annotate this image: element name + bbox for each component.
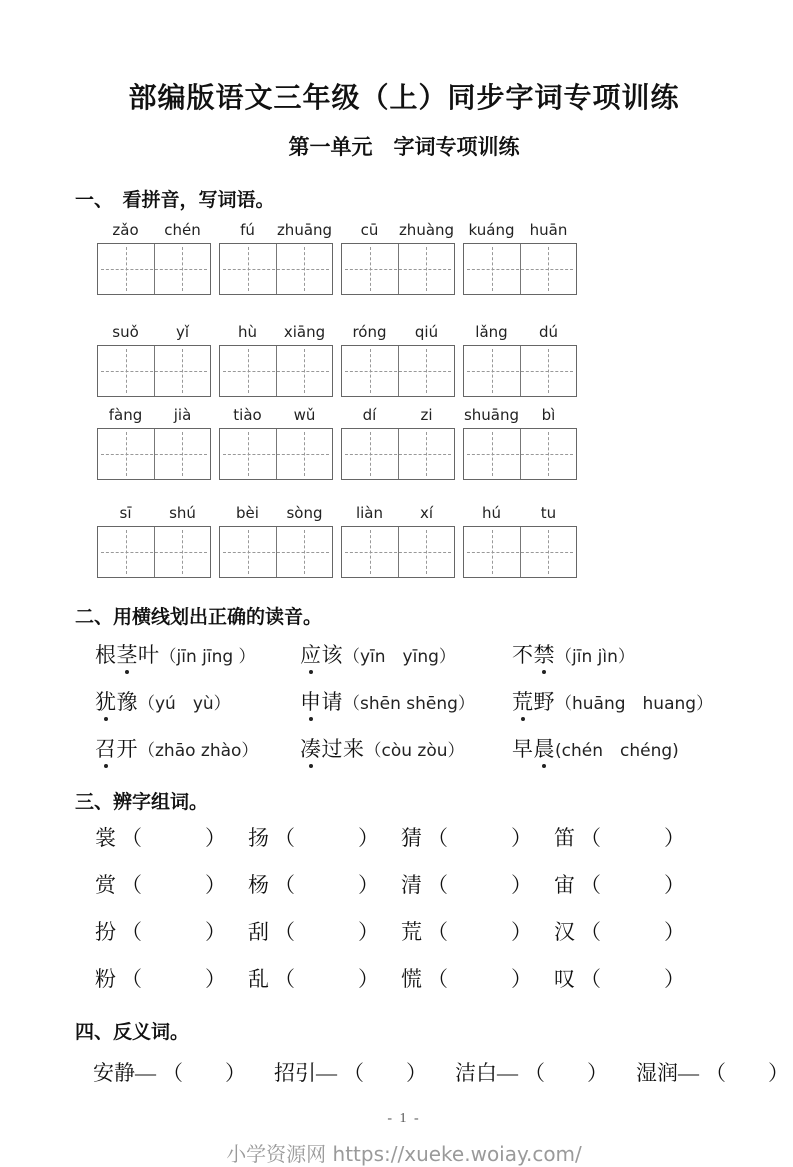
pinyin-label (97, 504, 211, 525)
pronunciation-choices[interactable]: （huāng huang） (555, 694, 714, 714)
grid-cell (220, 244, 277, 294)
antonym-item: 湿润— （ ） (636, 1061, 789, 1085)
grid-cell (521, 527, 577, 577)
pinyin-syllable: zi (420, 406, 433, 424)
grid-cell (399, 527, 455, 577)
pinyin-syllable: shú (169, 504, 196, 522)
pinyin-syllable: dí (362, 406, 377, 424)
pinyin-syllable: xiāng (283, 323, 326, 341)
pinyin-label (219, 323, 333, 344)
writing-grid-box[interactable] (97, 345, 211, 397)
pinyin-label (219, 406, 333, 427)
grid-cell (98, 244, 155, 294)
pinyin-syllable: sī (119, 504, 132, 522)
writing-grid-box[interactable] (97, 428, 211, 480)
pinyin-label (341, 406, 455, 427)
pinyin-syllable: fú (240, 221, 255, 239)
grid-cell (464, 244, 521, 294)
pronunciation-choices[interactable]: （jīn jìn） (555, 647, 635, 667)
writing-grid-box[interactable] (219, 428, 333, 480)
answer-blank[interactable]: （ ） (274, 920, 379, 944)
pronunciation-item: 犹豫（yú yù） (95, 686, 300, 716)
grid-cell (277, 346, 333, 396)
pinyin-label (341, 323, 455, 344)
pinyin-label (463, 406, 577, 427)
pinyin-label (463, 504, 577, 525)
answer-blank[interactable]: （ ） (121, 920, 226, 944)
antonym-item: 招引— （ ） (274, 1061, 427, 1085)
answer-blank[interactable]: （ ） (705, 1061, 789, 1085)
pinyin-grid-row (97, 406, 577, 480)
word-forming-item: 笛 （ ） (554, 826, 685, 850)
pronunciation-choices[interactable]: （zhāo zhào） (138, 741, 259, 761)
pronunciation-choices[interactable]: （yú yù） (138, 694, 231, 714)
writing-grid-box[interactable] (463, 428, 577, 480)
site-watermark: 小学资源网 https://xueke.woiay.com/ (226, 1142, 582, 1166)
pinyin-syllable: zhuāng (276, 221, 333, 239)
pinyin-syllable: róng (352, 323, 387, 341)
pinyin-syllable: jià (173, 406, 192, 424)
pronunciation-choices[interactable]: （yīn yīng） (343, 647, 456, 667)
antonym-item: 洁白— （ ） (455, 1061, 608, 1085)
pinyin-syllable: liàn (355, 504, 384, 522)
answer-blank[interactable]: （ ） (274, 873, 379, 897)
emphasized-char: 申 (300, 686, 322, 716)
grid-cell (521, 346, 577, 396)
emphasized-char: 召 (95, 733, 117, 763)
pronunciation-section (95, 639, 733, 763)
pronunciation-choices[interactable]: （còu zòu） (364, 741, 465, 761)
pinyin-syllable: kuáng (468, 221, 515, 239)
writing-grid-box[interactable] (341, 243, 455, 295)
writing-grid-box[interactable] (97, 243, 211, 295)
grid-cell (399, 429, 455, 479)
answer-blank[interactable]: （ ） (121, 826, 226, 850)
pinyin-syllable: lǎng (475, 323, 508, 341)
answer-blank[interactable]: （ ） (580, 920, 685, 944)
grid-cell (98, 429, 155, 479)
grid-cell (98, 527, 155, 577)
pinyin-syllable: xí (419, 504, 434, 522)
grid-cell (155, 527, 211, 577)
writing-grid-box[interactable] (341, 428, 455, 480)
pinyin-label (219, 504, 333, 525)
pronunciation-item: 凑过来（còu zòu） (300, 733, 512, 763)
word-forming-item: 裳 （ ） (95, 826, 226, 850)
emphasized-char: 凑 (300, 733, 322, 763)
word-forming-item: 乱 （ ） (248, 967, 379, 991)
grid-cell (277, 429, 333, 479)
unit-subtitle: 第一单元 字词专项训练 (288, 135, 520, 159)
word-forming-item: 粉 （ ） (95, 967, 226, 991)
grid-cell (464, 429, 521, 479)
pinyin-label (219, 221, 333, 242)
pinyin-writing-section (97, 221, 577, 578)
antonym-section (93, 1057, 789, 1087)
antonym-item: 安静— （ ） (93, 1061, 246, 1085)
pinyin-syllable: sòng (286, 504, 323, 522)
page-number: - 1 - (387, 1111, 421, 1126)
word-forming-item: 慌 （ ） (401, 967, 532, 991)
word-forming-item: 扮 （ ） (95, 920, 226, 944)
section2-heading: 二、用横线划出正确的读音。 (75, 607, 323, 628)
pinyin-label (97, 221, 211, 242)
pinyin-syllable: fàng (108, 406, 143, 424)
grid-cell (342, 244, 399, 294)
word-forming-item: 扬 （ ） (248, 826, 379, 850)
word-forming-item: 荒 （ ） (401, 920, 532, 944)
grid-cell (220, 429, 277, 479)
answer-blank[interactable]: （ ） (427, 826, 532, 850)
grid-cell (399, 244, 455, 294)
pronunciation-choices[interactable]: (chén chéng) (555, 741, 679, 761)
pronunciation-item: 荒野（huāng huang） (512, 686, 733, 716)
pinyin-label (463, 221, 577, 242)
pinyin-label (463, 323, 577, 344)
pinyin-grid-row (97, 221, 577, 295)
pinyin-syllable: wǔ (293, 406, 316, 424)
grid-cell (521, 429, 577, 479)
grid-cell (464, 527, 521, 577)
answer-blank[interactable]: （ ） (274, 967, 379, 991)
pronunciation-item: 早晨(chén chéng) (512, 733, 733, 763)
grid-cell (521, 244, 577, 294)
answer-blank[interactable]: （ ） (343, 1061, 427, 1085)
pinyin-syllable: tiào (233, 406, 262, 424)
writing-grid-box[interactable] (219, 345, 333, 397)
writing-grid-box[interactable] (341, 526, 455, 578)
page-title: 部编版语文三年级（上）同步字词专项训练 (128, 83, 680, 114)
pinyin-label (341, 504, 455, 525)
answer-blank[interactable]: （ ） (524, 1061, 608, 1085)
pinyin-syllable: bèi (236, 504, 259, 522)
writing-grid-box[interactable] (219, 526, 333, 578)
section4-heading: 四、反义词。 (75, 1022, 190, 1043)
pinyin-syllable: hú (481, 504, 501, 522)
answer-blank[interactable]: （ ） (274, 826, 379, 850)
grid-cell (399, 346, 455, 396)
writing-grid-box[interactable] (463, 243, 577, 295)
pinyin-syllable: qiú (414, 323, 439, 341)
grid-cell (220, 527, 277, 577)
pronunciation-item: 不禁（jīn jìn） (512, 639, 733, 669)
word-forming-item: 汉 （ ） (554, 920, 685, 944)
pronunciation-choices[interactable]: （jīn jīng ） (159, 647, 256, 667)
grid-cell (155, 429, 211, 479)
grid-cell (342, 527, 399, 577)
answer-blank[interactable]: （ ） (121, 873, 226, 897)
pinyin-grid-row (97, 323, 577, 397)
grid-cell (464, 346, 521, 396)
pinyin-label (97, 406, 211, 427)
word-forming-item: 赏 （ ） (95, 873, 226, 897)
section3-heading: 三、辨字组词。 (75, 792, 209, 813)
answer-blank[interactable]: （ ） (427, 920, 532, 944)
pronunciation-item: 召开（zhāo zhào） (95, 733, 300, 763)
word-forming-item: 叹 （ ） (554, 967, 685, 991)
answer-blank[interactable]: （ ） (580, 967, 685, 991)
grid-cell (220, 346, 277, 396)
pronunciation-item: 申请（shēn shēng） (300, 686, 512, 716)
pinyin-syllable: chén (164, 221, 201, 239)
emphasized-char: 犹 (95, 686, 117, 716)
pinyin-syllable: cū (360, 221, 379, 239)
answer-blank[interactable]: （ ） (427, 967, 532, 991)
grid-cell (155, 346, 211, 396)
pronunciation-item: 应该（yīn yīng） (300, 639, 512, 669)
pinyin-syllable: suǒ (112, 323, 139, 341)
grid-cell (277, 527, 333, 577)
pinyin-label (97, 323, 211, 344)
writing-grid-box[interactable] (463, 526, 577, 578)
word-forming-item: 宙 （ ） (554, 873, 685, 897)
answer-blank[interactable]: （ ） (580, 826, 685, 850)
pinyin-syllable: zǎo (112, 221, 139, 239)
emphasized-char: 禁 (534, 639, 556, 669)
answer-blank[interactable]: （ ） (580, 873, 685, 897)
pinyin-syllable: zhuàng (398, 221, 455, 239)
answer-blank[interactable]: （ ） (121, 967, 226, 991)
word-forming-item: 杨 （ ） (248, 873, 379, 897)
pronunciation-item: 根茎叶（jīn jīng ） (95, 639, 300, 669)
pinyin-syllable: huān (529, 221, 568, 239)
emphasized-char: 应 (300, 639, 322, 669)
pinyin-syllable: hù (237, 323, 257, 341)
pinyin-syllable: tu (540, 504, 557, 522)
pinyin-grid-row (97, 504, 577, 578)
grid-cell (98, 346, 155, 396)
pronunciation-choices[interactable]: （shēn shēng） (343, 694, 475, 714)
grid-cell (155, 244, 211, 294)
answer-blank[interactable]: （ ） (427, 873, 532, 897)
section1-heading: 一、 看拼音，写词语。 (75, 190, 275, 211)
word-forming-item: 猜 （ ） (401, 826, 532, 850)
pinyin-syllable: bì (541, 406, 556, 424)
word-forming-item: 清 （ ） (401, 873, 532, 897)
emphasized-char: 茎 (117, 639, 139, 669)
answer-blank[interactable]: （ ） (162, 1061, 246, 1085)
word-forming-item: 刮 （ ） (248, 920, 379, 944)
pinyin-syllable: yǐ (175, 323, 190, 341)
pinyin-label (341, 221, 455, 242)
pinyin-syllable: shuāng (463, 406, 520, 424)
page-footer (75, 1111, 733, 1167)
writing-grid-box[interactable] (463, 345, 577, 397)
word-forming-section (95, 822, 733, 993)
emphasized-char: 荒 (512, 686, 534, 716)
pinyin-syllable: dú (538, 323, 559, 341)
grid-cell (342, 429, 399, 479)
grid-cell (277, 244, 333, 294)
writing-grid-box[interactable] (341, 345, 455, 397)
writing-grid-box[interactable] (97, 526, 211, 578)
emphasized-char: 晨 (534, 733, 556, 763)
grid-cell (342, 346, 399, 396)
writing-grid-box[interactable] (219, 243, 333, 295)
